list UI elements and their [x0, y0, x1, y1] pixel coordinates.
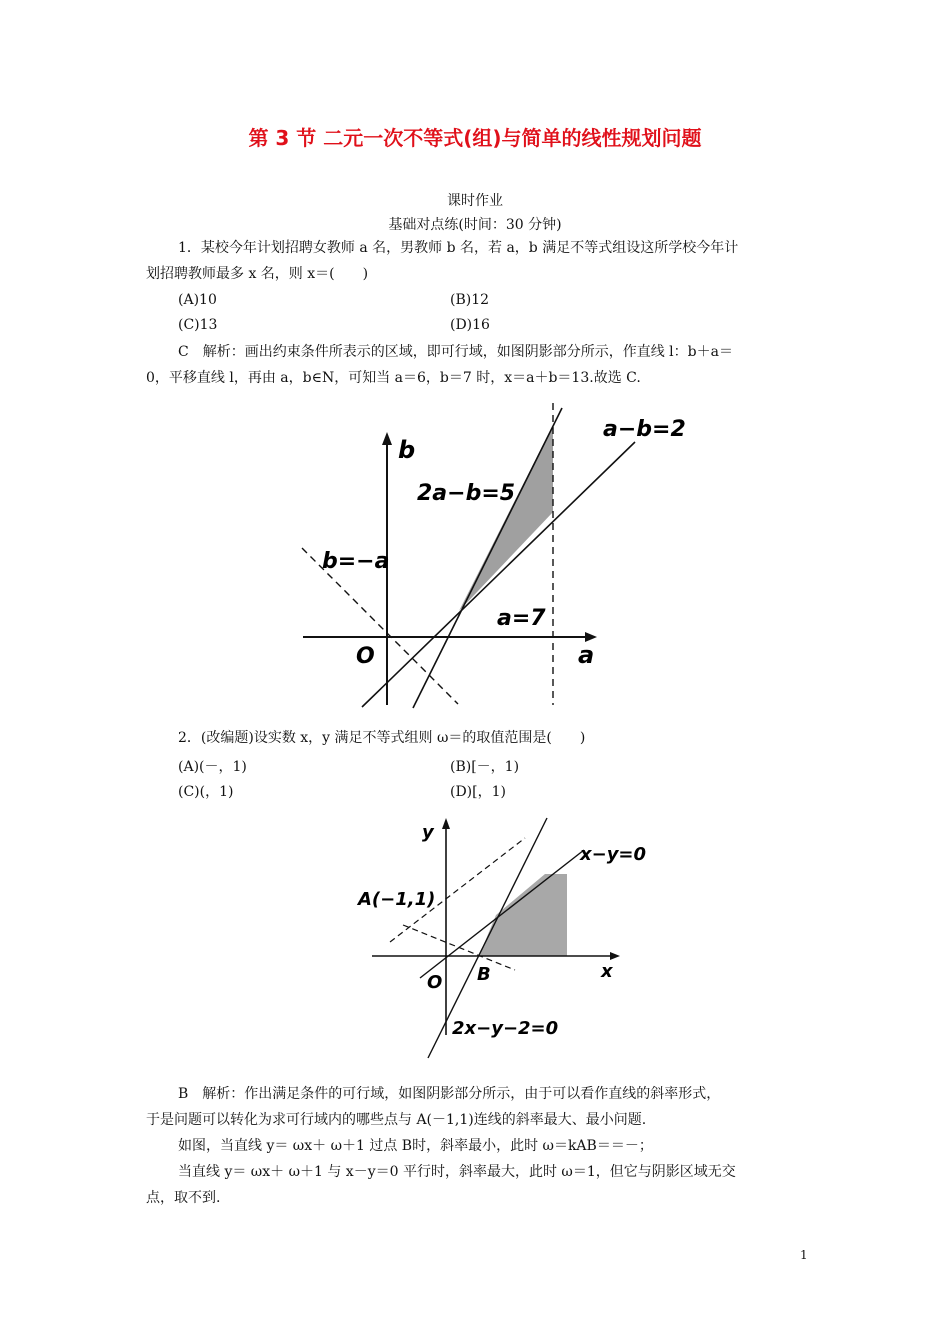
label-x-minus-y-0: x−y=0 [580, 844, 647, 865]
figure-1-feasible-region [290, 395, 710, 715]
section-heading: 课时作业 [447, 193, 503, 209]
point-b-label: B [477, 964, 491, 985]
q1-stem-line1: 1．某校今年计划招聘女教师 a 名，男教师 b 名，若 a，b 满足不等式组设这所学校今年计 [178, 240, 739, 256]
x-axis-arrow [610, 952, 620, 960]
origin-label: O [427, 972, 443, 993]
q1-stem-line2: 划招聘教师最多 x 名，则 x＝( ) [146, 266, 369, 282]
page-title: 第 3 节 二元一次不等式(组)与简单的线性规划问题 [248, 126, 702, 150]
origin-label: O [356, 644, 375, 669]
b-axis-label: b [398, 436, 416, 464]
section-subheading: 基础对点练(时间：30 分钟) [388, 217, 562, 233]
point-a-label: A(−1,1) [358, 889, 436, 910]
q2-option-a: (A)(－，1) [178, 759, 247, 775]
q2-answer-line4: 当直线 y＝ ωx＋ ω＋1 与 x－y＝0 平行时，斜率最大，此时 ω＝1，但它与阴影区域无交 [178, 1164, 736, 1180]
figure-2-feasible-region [350, 810, 670, 1065]
label-2x-minus-y-minus-2: 2x−y−2=0 [452, 1018, 559, 1039]
q2-answer-line3: 如图，当直线 y＝ ωx＋ ω＋1 过点 B时，斜率最小，此时 ω＝kAB＝＝－； [178, 1138, 653, 1154]
q1-answer-line1: C 解析：画出约束条件所表示的区域，即可行域，如图阴影部分所示，作直线 l：b＋a＝ [178, 344, 733, 360]
y-axis-arrow [442, 818, 450, 829]
q1-answer-line2: 0，平移直线 l，再由 a，b∈N，可知当 a＝6，b＝7 时，x＝a＋b＝13.故选 C. [146, 370, 641, 386]
label-a-7: a=7 [497, 606, 546, 631]
q1-option-c: (C)13 [178, 317, 218, 333]
b-axis-arrow [382, 432, 392, 445]
q2-option-d: (D)[，1) [450, 784, 506, 800]
q2-option-b: (B)[－，1) [450, 759, 520, 775]
line-2a-b-5 [413, 408, 562, 708]
q2-answer-line2: 于是问题可以转化为求可行域内的哪些点与 A(－1,1)连线的斜率最大、最小问题. [146, 1112, 647, 1128]
q1-option-d: (D)16 [450, 317, 490, 333]
x-axis-label: x [601, 961, 613, 982]
a-axis-label: a [578, 641, 595, 669]
q2-stem: 2．(改编题)设实数 x，y 满足不等式组则 ω＝的取值范围是( ) [178, 730, 586, 746]
label-b-neg-a: b=−a [322, 549, 390, 574]
y-axis-label: y [422, 822, 434, 843]
q1-option-b: (B)12 [450, 292, 490, 308]
q1-option-a: (A)10 [178, 292, 217, 308]
page-number: 1 [800, 1248, 808, 1262]
q2-answer-line1: B 解析：作出满足条件的可行域，如图阴影部分所示，由于可以看作直线的斜率形式， [178, 1086, 721, 1102]
q2-option-c: (C)(，1) [178, 784, 234, 800]
q2-answer-line5: 点，取不到. [146, 1190, 221, 1206]
shaded-region [479, 874, 567, 956]
label-2a-minus-b-5: 2a−b=5 [417, 481, 516, 506]
label-a-minus-b-2: a−b=2 [603, 417, 686, 442]
